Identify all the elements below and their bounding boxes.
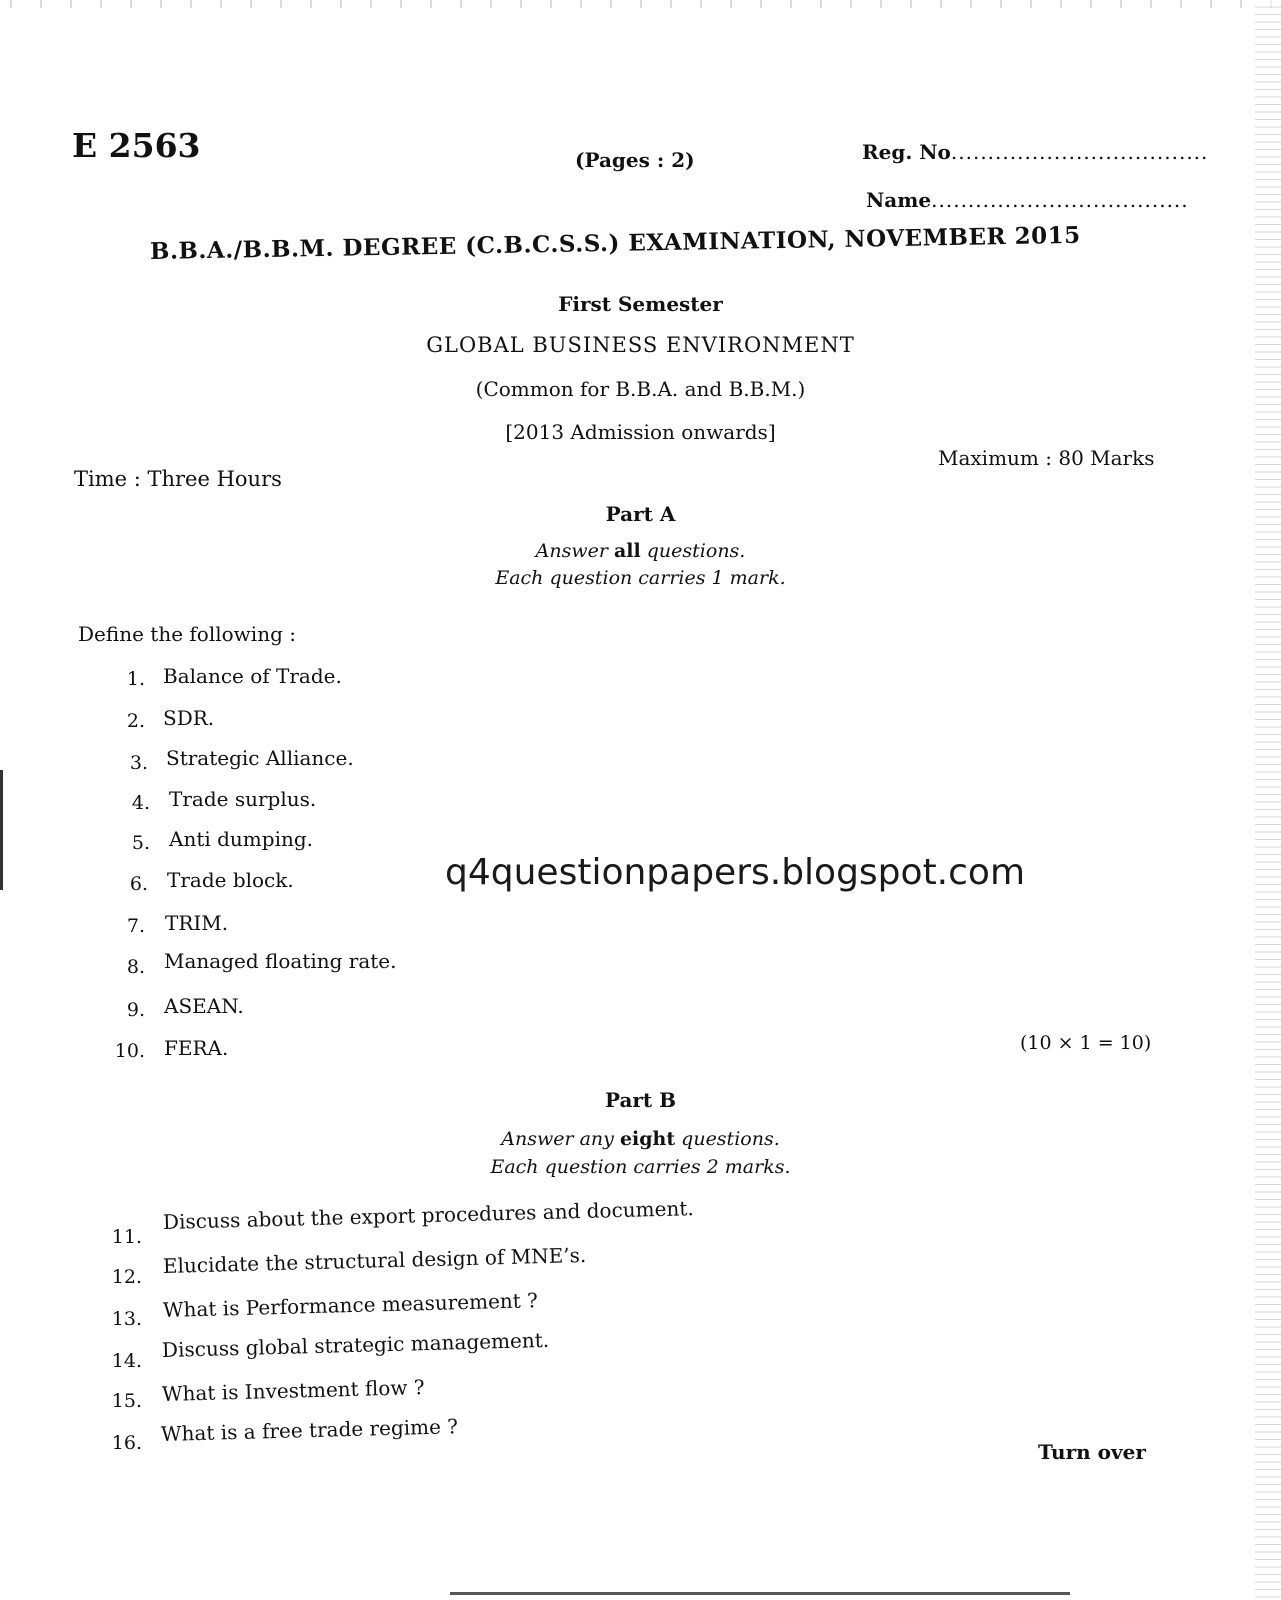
question-text: SDR. [163, 706, 215, 730]
part-a-instr-pre: Answer [535, 540, 614, 562]
name-field [866, 188, 1189, 212]
reg-no-label: Reg. No [862, 140, 951, 164]
exam-time: Time : Three Hours [74, 467, 282, 491]
scan-edge-bottom [450, 1592, 1070, 1595]
question-number: 11. [111, 1226, 142, 1248]
turn-over-note: Turn over [1038, 1440, 1146, 1464]
part-b-instr-pre: Answer any [501, 1128, 620, 1150]
exam-title: B.B.A./B.B.M. DEGREE (C.B.C.S.S.) EXAMINATION, NOVEMBER 2015 [149, 221, 1081, 265]
part-a-instruction-1 [0, 540, 1281, 562]
part-a-title: Part A [605, 502, 676, 526]
question-text: Managed floating rate. [164, 949, 397, 973]
question-number: 9. [126, 999, 145, 1021]
question-text: Elucidate the structural design of MNE’s. [162, 1242, 587, 1278]
part-a-instr-post: questions. [640, 540, 746, 562]
question-number: 3. [129, 752, 148, 774]
question-text: FERA. [164, 1036, 229, 1060]
question-text: Strategic Alliance. [166, 746, 354, 770]
question-text: Trade block. [167, 868, 294, 892]
question-text: What is Performance measurement ? [162, 1288, 539, 1322]
semester: First Semester [558, 292, 723, 316]
question-text: Discuss about the export procedures and document. [162, 1196, 694, 1234]
question-text: Balance of Trade. [163, 664, 342, 688]
part-b-title: Part B [604, 1088, 677, 1112]
part-b-instr-post: questions. [675, 1128, 780, 1150]
question-text: Trade surplus. [169, 787, 317, 811]
paper-code: E 2563 [72, 126, 201, 165]
reg-no-field [862, 140, 1208, 164]
part-a-instruction-2: Each question carries 1 mark. [495, 567, 786, 589]
reg-no-dots: ................................... [950, 140, 1209, 164]
admission-note: [2013 Admission onwards] [505, 420, 776, 444]
name-label: Name [866, 188, 932, 212]
scan-edge-left [0, 770, 3, 890]
question-number: 8. [126, 956, 145, 978]
question-number: 5. [131, 832, 150, 854]
question-number: 2. [126, 710, 145, 732]
question-text: Anti dumping. [169, 827, 314, 851]
part-a-instr-bold: all [613, 540, 641, 562]
part-b-instr-bold: eight [619, 1128, 676, 1150]
watermark-url: q4questionpapers.blogspot.com [445, 852, 1026, 893]
question-number: 6. [129, 873, 148, 895]
scan-edge-right [1255, 0, 1281, 1600]
question-number: 1. [126, 668, 145, 690]
question-number: 7. [126, 915, 145, 937]
part-a-lead: Define the following : [78, 622, 296, 646]
question-number: 10. [114, 1040, 145, 1062]
question-number: 16. [111, 1432, 142, 1454]
question-text: Discuss global strategic management. [161, 1327, 550, 1362]
maximum-marks: Maximum : 80 Marks [938, 446, 1155, 470]
question-text: TRIM. [165, 911, 229, 935]
question-number: 12. [111, 1266, 142, 1288]
name-dots: ................................... [931, 188, 1189, 212]
question-number: 4. [131, 792, 150, 814]
page-count: (Pages : 2) [575, 148, 695, 172]
common-note: (Common for B.B.A. and B.B.M.) [475, 377, 806, 401]
part-b-instruction-2: Each question carries 2 marks. [490, 1156, 791, 1178]
part-a-score: (10 × 1 = 10) [1020, 1032, 1152, 1054]
part-b-instruction-1 [0, 1128, 1281, 1150]
question-number: 15. [111, 1390, 142, 1412]
scan-edge-top [0, 0, 1281, 8]
question-number: 14. [111, 1350, 142, 1372]
question-text: What is Investment flow ? [161, 1375, 425, 1406]
subject-title: GLOBAL BUSINESS ENVIRONMENT [426, 333, 855, 357]
question-number: 13. [111, 1308, 142, 1330]
question-text: ASEAN. [164, 994, 244, 1018]
question-text: What is a free trade regime ? [160, 1414, 459, 1446]
